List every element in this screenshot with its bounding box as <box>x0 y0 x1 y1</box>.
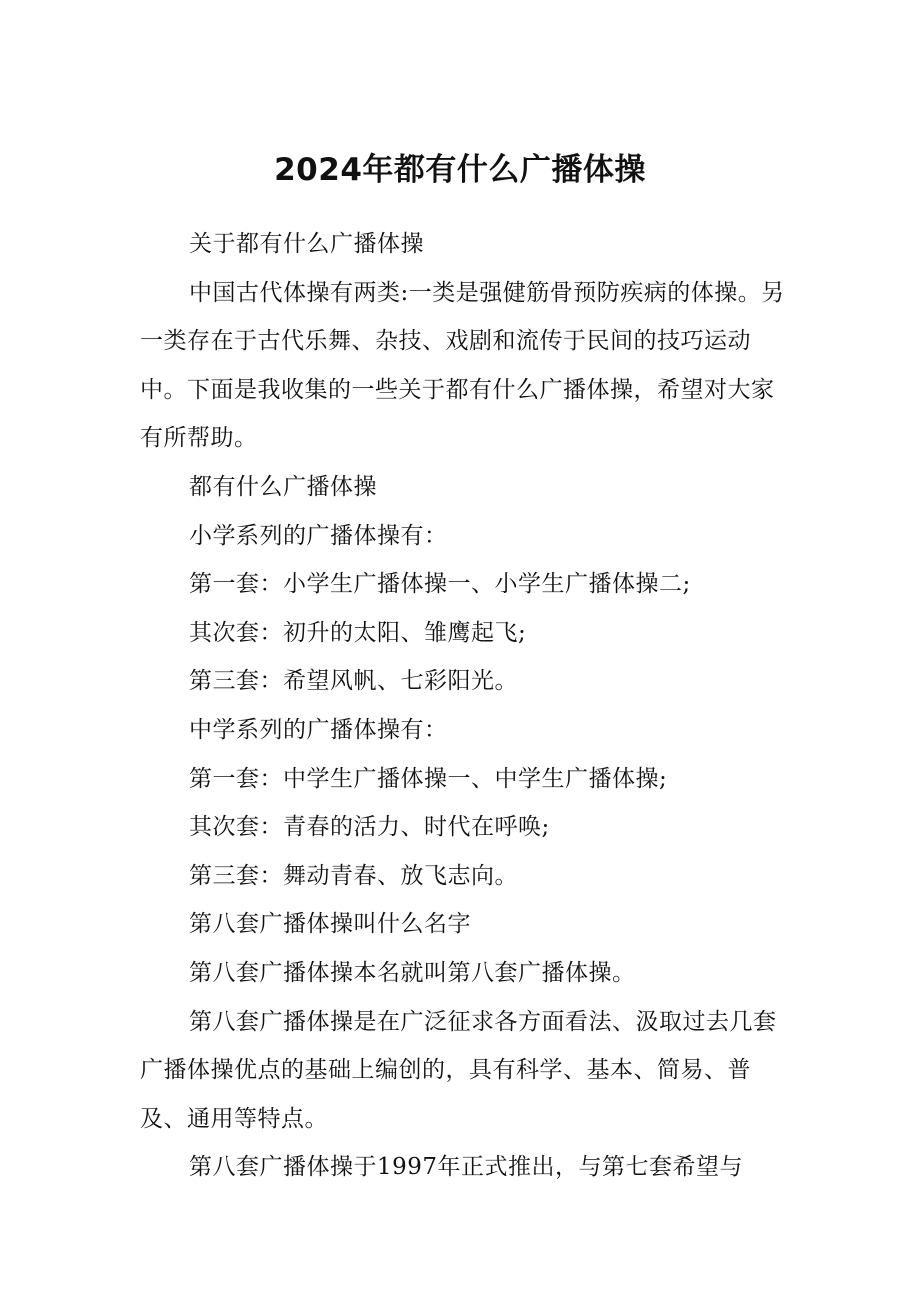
document-body <box>140 220 790 1192</box>
paragraph: 关于都有什么广播体操 <box>189 231 424 257</box>
paragraph: 第三套：希望风帆、七彩阳光。 <box>189 668 518 695</box>
paragraph: 第八套广播体操是在广泛征求各方面看法、汲取过去几套广播体操优点的基础上编创的，具有科学、基本、简易、普及、通用等特点。 <box>140 1008 777 1132</box>
paragraph: 小学系列的广播体操有： <box>189 522 448 549</box>
paragraph: 第三套：舞动青春、放飞志向。 <box>189 862 518 889</box>
paragraph: 第八套广播体操于1997年正式推出，与第七套希望与 <box>189 1154 744 1181</box>
paragraph: 其次套：青春的活力、时代在呼唤; <box>189 814 550 841</box>
paragraph: 其次套：初升的太阳、雏鹰起飞; <box>189 619 527 646</box>
paragraph: 中国古代体操有两类:一类是强健筋骨预防疾病的体操。另一类存在于古代乐舞、杂技、戏剧和流传于民间的技巧运动中。下面是我收集的一些关于都有什么广播体操，希望对大家有所帮助。 <box>140 279 785 452</box>
paragraph: 第一套：中学生广播体操一、中学生广播体操; <box>189 765 668 792</box>
paragraph: 第八套广播体操叫什么名字 <box>189 911 471 938</box>
paragraph: 第一套：小学生广播体操一、小学生广播体操二; <box>189 571 691 598</box>
paragraph: 中学系列的广播体操有： <box>189 716 448 743</box>
paragraph: 都有什么广播体操 <box>189 473 377 500</box>
document-title: 2024年都有什么广播体操 <box>274 152 646 188</box>
paragraph: 第八套广播体操本名就叫第八套广播体操。 <box>189 959 636 986</box>
